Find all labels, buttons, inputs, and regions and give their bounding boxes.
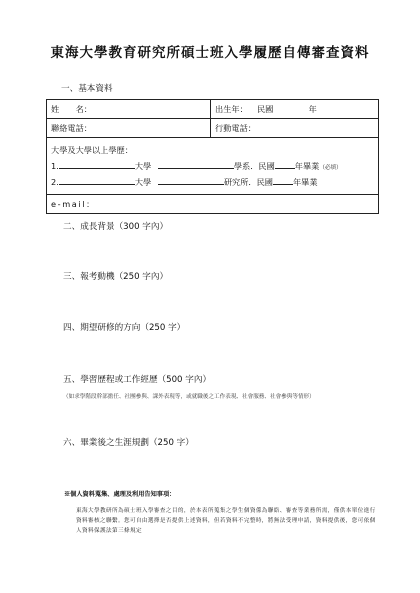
education-entry-1 — [51, 158, 374, 174]
name-label: 姓 名： — [51, 103, 92, 114]
edu1-department-label: 學系．民國 — [233, 161, 275, 171]
education-entry-2 — [51, 174, 374, 190]
edu1-required-note: （必填） — [319, 165, 342, 171]
privacy-notice-body: 東海大學教研所為碩士班入學審查之目的，於本表所蒐集之學生個資係為聯絡、審查等業務所需，僅供本單位進行資料審核之聯繫。您可自由選擇是否提供上述資料，但若資料不完整時，將無法受理申請，資料提供後，您可依個人資料保護法第三條規定 — [76, 508, 376, 534]
edu2-year-blank[interactable] — [273, 175, 293, 185]
edu1-university-blank[interactable] — [59, 159, 135, 169]
phone-cell[interactable] — [47, 119, 211, 138]
education-cell[interactable] — [47, 138, 379, 195]
edu2-graduation-label: 年畢業 — [292, 177, 318, 187]
birth-label: 出生年： — [215, 103, 248, 114]
name-cell[interactable] — [47, 100, 211, 119]
email-label: e-mail： — [51, 198, 96, 209]
birth-year-label: 年 — [308, 103, 317, 114]
edu2-university-label: 大學 — [134, 177, 152, 187]
section-motivation-heading: 三、報考動機（250 字內） — [63, 272, 169, 282]
section-experience-heading: 五、學習歷程或工作經歷（500 字內） — [63, 375, 212, 385]
phone-row — [47, 119, 379, 138]
edu1-department-blank[interactable] — [158, 159, 234, 169]
birth-era-label: 民國 — [256, 103, 274, 114]
phone-label: 聯絡電話： — [51, 122, 92, 133]
education-row — [47, 138, 379, 195]
edu2-number: 2. — [51, 177, 59, 187]
education-label: 大學及大學以上學歷： — [51, 145, 133, 155]
page-title: 東海大學教育研究所碩士班入學履歷自傳審查資料 — [50, 45, 370, 61]
mobile-label: 行動電話： — [215, 122, 256, 133]
edu1-university-label: 大學 — [134, 161, 152, 171]
edu1-year-blank[interactable] — [275, 159, 295, 169]
experience-note: （如求學階段幹部擔任、社團參與、課外表現等，或就職後之工作表現、社會服務、社會參與等情形） — [63, 394, 315, 400]
section-background-heading: 二、成長背景（300 字內） — [63, 222, 169, 232]
name-birth-row — [47, 100, 379, 119]
privacy-notice-title: ※個人資料蒐集、處理及利用告知事項： — [64, 491, 176, 498]
edu2-institute-label: 研究所．民國 — [223, 177, 273, 187]
email-row — [47, 195, 379, 214]
edu1-graduation-label: 年畢業 — [294, 161, 320, 171]
mobile-cell[interactable] — [211, 119, 379, 138]
section-career-heading: 六、畢業後之生涯規劃（250 字） — [63, 438, 194, 448]
edu1-number: 1. — [51, 161, 59, 171]
edu2-institute-blank[interactable] — [158, 175, 224, 185]
email-cell[interactable] — [47, 195, 379, 214]
edu2-university-blank[interactable] — [59, 175, 135, 185]
birth-cell[interactable] — [211, 100, 379, 119]
section-basic-info-heading: 一、基本資料 — [61, 84, 113, 94]
section-direction-heading: 四、期望研修的方向（250 字） — [63, 323, 186, 333]
basic-info-table — [46, 99, 379, 214]
